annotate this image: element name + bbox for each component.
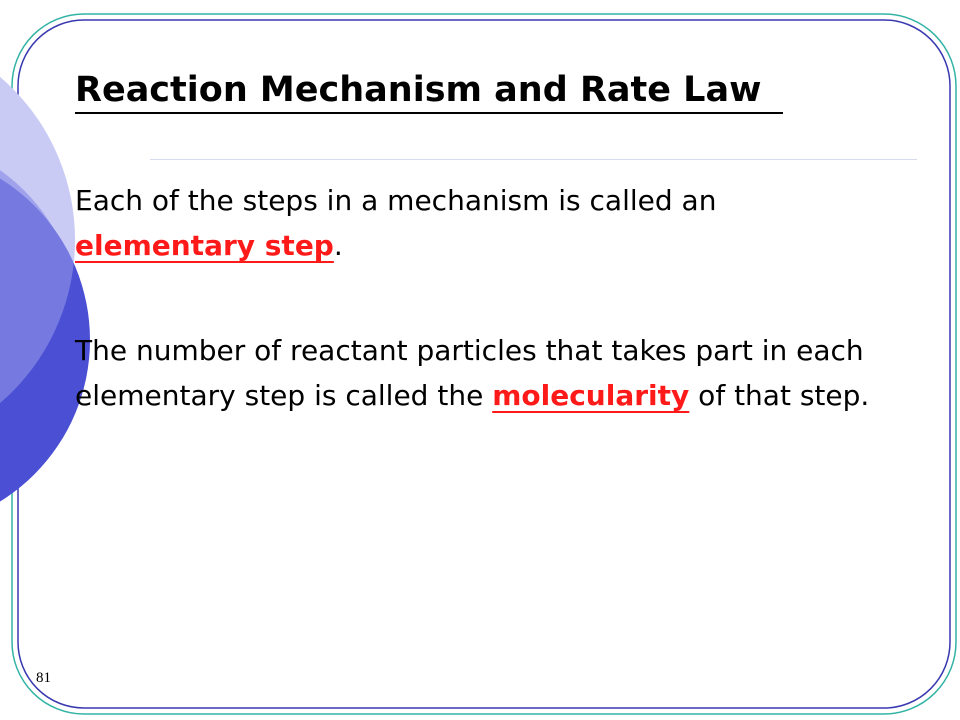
term-elementary-step: elementary step	[75, 229, 334, 262]
paragraph2-text-after: of that step.	[689, 379, 870, 412]
slide-title: Reaction Mechanism and Rate Law	[75, 70, 762, 110]
title-underline	[75, 112, 783, 114]
paragraph2-text-before: The number of reactant particles that takes part in each elementary step is called the	[75, 334, 864, 412]
paragraph-elementary-step	[75, 178, 895, 268]
title-divider	[150, 159, 917, 160]
paragraph1-text-before: Each of the steps in a mechanism is called an	[75, 184, 717, 217]
paragraph1-text-after: .	[333, 229, 343, 262]
paragraph-molecularity	[75, 328, 895, 418]
term-molecularity: molecularity	[492, 379, 690, 412]
page-number: 81	[36, 670, 51, 686]
